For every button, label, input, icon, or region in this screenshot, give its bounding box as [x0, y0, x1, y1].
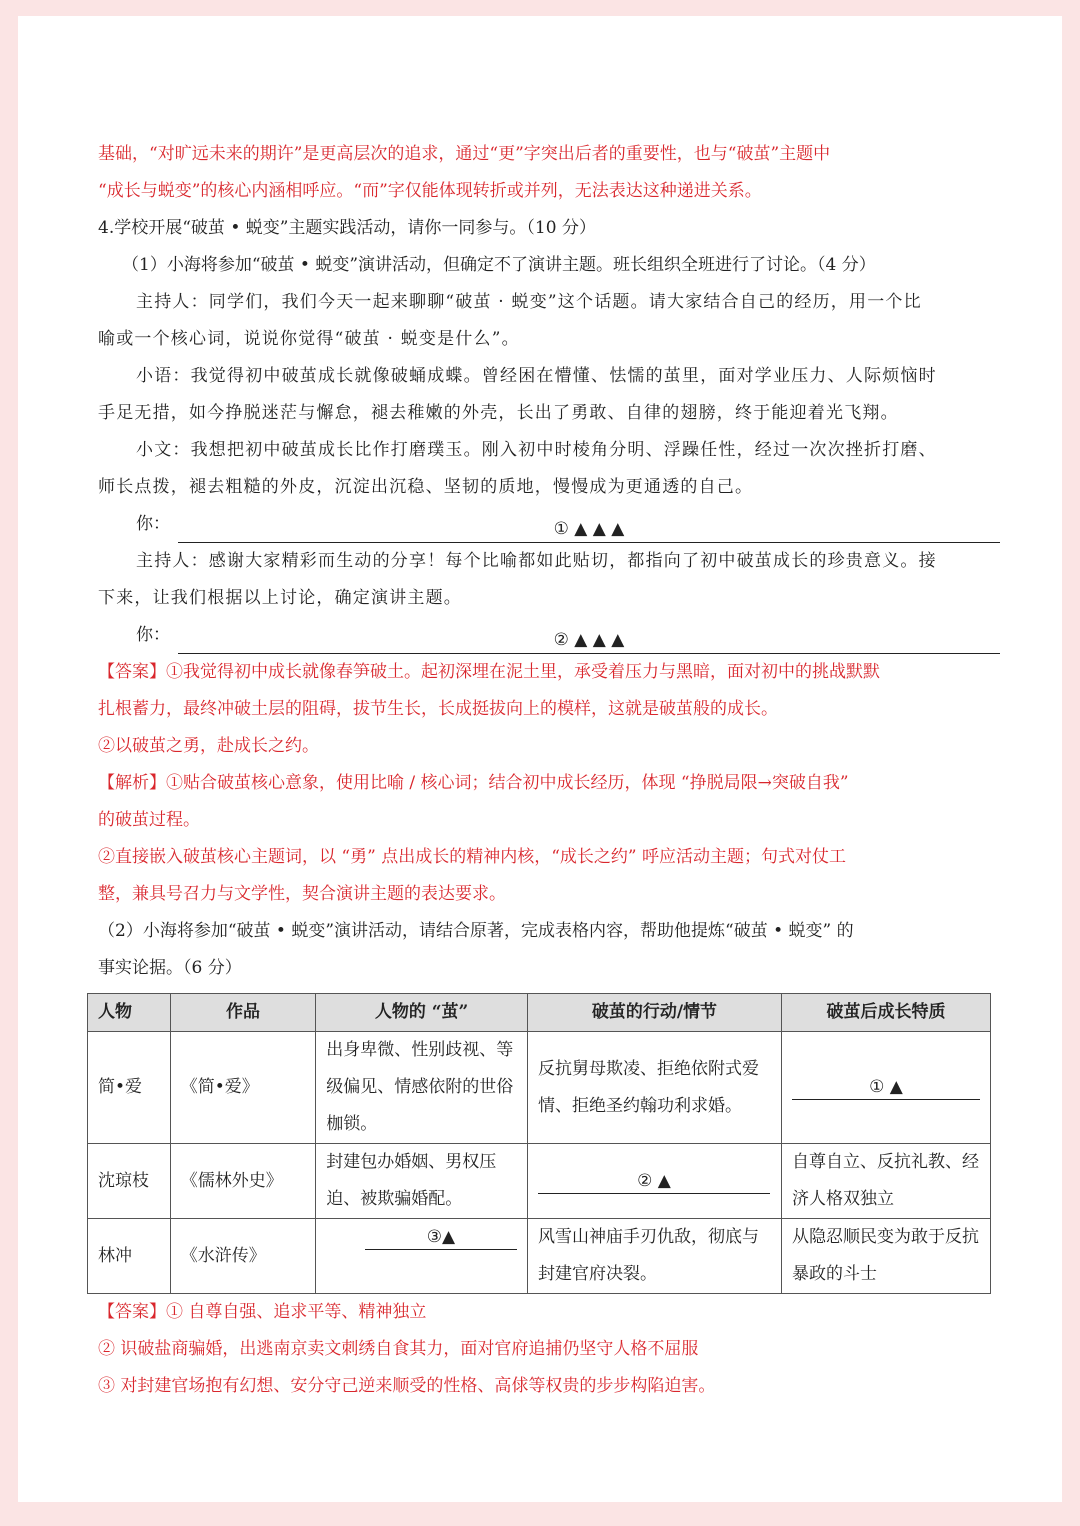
blank-2-marker: ② ▲ ▲ ▲: [553, 630, 625, 650]
subquestion-2-title-b: 事实论据。（6 分）: [98, 958, 242, 978]
cell-action: 风雪山神庙手刃仇敌，彻底与封建官府决裂。: [527, 1219, 781, 1294]
table-header-row: [88, 994, 991, 1032]
header-action: 破茧的行动/情节: [527, 994, 781, 1032]
cell-action: 反抗舅母欺凌、拒绝依附式爱情、拒绝圣约翰功利求婚。: [527, 1032, 781, 1144]
cell-work: 《儒林外史》: [170, 1144, 315, 1219]
host-line-2a: 主持人：感谢大家精彩而生动的分享！每个比喻都如此贴切，都指向了初中破茧成长的珍贵意义。接: [136, 551, 937, 571]
header-person: 人物: [88, 994, 171, 1032]
host-line-1a: 主持人：同学们，我们今天一起来聊聊“破茧 · 蜕变”这个话题。请大家结合自己的经历，用一个比: [136, 292, 922, 312]
cell-cocoon: 出身卑微、性别歧视、等级偏见、情感依附的世俗枷锁。: [316, 1032, 528, 1144]
header-work: 作品: [170, 994, 315, 1032]
xiaowen-line-b: 师长点拨，褪去粗糙的外皮，沉淀出沉稳、坚韧的质地，慢慢成为更通透的自己。: [98, 477, 754, 497]
red-intro-line-2: “成长与蜕变”的核心内涵相呼应。“而”字仅能体现转折或并列，无法表达这种递进关系。: [98, 181, 762, 201]
host-line-1b: 喻或一个核心词，说说你觉得“破茧 · 蜕变是什么”。: [98, 329, 520, 349]
answer-1-line-c: ②以破茧之勇，赴成长之约。: [98, 736, 319, 756]
answer-1-line-a: 【答案】①我觉得初中成长就像春笋破土。起初深埋在泥土里，承受着压力与黑暗，面对初中的挑战默默: [98, 662, 880, 682]
document-body: [98, 136, 1000, 1405]
you-label-2: 你：: [136, 625, 170, 645]
answer-2-line-a: 【答案】① 自尊自强、追求平等、精神独立: [98, 1302, 427, 1322]
paper-sheet: [18, 16, 1062, 1502]
subquestion-1-title: （1）小海将参加“破茧 • 蜕变”演讲活动，但确定不了演讲主题。班长组织全班进行了讨论。（4 分）: [122, 255, 876, 275]
cell-trait: 从隐忍顺民变为敢于反抗暴政的斗士: [781, 1219, 990, 1294]
answer-blank-2-row: [98, 617, 1000, 654]
answer-blank-1-row: [98, 506, 1000, 543]
cell-action-blank[interactable]: [527, 1144, 781, 1219]
analysis-line-a: 【解析】①贴合破茧核心意象，使用比喻 / 核心词；结合初中成长经历，体现 “挣脱局限→突破自我”: [98, 773, 849, 793]
analysis-line-b: 的破茧过程。: [98, 810, 200, 830]
cocoon-blank-3[interactable]: ③▲: [365, 1225, 517, 1250]
cell-work: 《水浒传》: [170, 1219, 315, 1294]
answer-blank-1[interactable]: [178, 518, 1000, 543]
trait-blank-1[interactable]: ① ▲: [792, 1075, 980, 1100]
xiaowen-line-a: 小文：我想把初中破茧成长比作打磨璞玉。刚入初中时棱角分明、浮躁任性，经过一次次挫折打磨、: [136, 440, 937, 460]
answer-2-line-b: ② 识破盐商骗婚，出逃南京卖文刺绣自食其力，面对官府追捕仍坚守人格不屈服: [98, 1339, 699, 1359]
host-line-2b: 下来，让我们根据以上讨论，确定演讲主题。: [98, 588, 462, 608]
answer-1-line-b: 扎根蓄力，最终冲破土层的阻碍，拔节生长，长成挺拔向上的模样，这就是破茧般的成长。: [98, 699, 778, 719]
cell-trait: 自尊自立、反抗礼教、经济人格双独立: [781, 1144, 990, 1219]
cell-cocoon-blank[interactable]: [316, 1219, 528, 1294]
answer-2-line-c: ③ 对封建官场抱有幻想、安分守己逆来顺受的性格、高俅等权贵的步步构陷迫害。: [98, 1376, 716, 1396]
cell-cocoon: 封建包办婚姻、男权压迫、被欺骗婚配。: [316, 1144, 528, 1219]
header-trait: 破茧后成长特质: [781, 994, 990, 1032]
table-row: [88, 1032, 991, 1144]
xiaoyu-line-a: 小语：我觉得初中破茧成长就像破蛹成蝶。曾经困在懵懂、怯懦的茧里，面对学业压力、人际烦恼时: [136, 366, 937, 386]
red-intro-line-1: 基础，“对旷远未来的期许”是更高层次的追求，通过“更”字突出后者的重要性，也与“破茧”主题中: [98, 144, 831, 164]
question-4-title: 4.学校开展“破茧 • 蜕变”主题实践活动，请你一同参与。（10 分）: [98, 218, 596, 238]
table-row: [88, 1219, 991, 1294]
analysis-line-d: 整，兼具号召力与文学性，契合演讲主题的表达要求。: [98, 884, 506, 904]
table-row: [88, 1144, 991, 1219]
analysis-line-c: ②直接嵌入破茧核心主题词，以 “勇” 点出成长的精神内核，“成长之约” 呼应活动主题；句式对仗工: [98, 847, 846, 867]
cell-person: 林冲: [88, 1219, 171, 1294]
you-label: 你：: [136, 514, 170, 534]
cell-trait-blank[interactable]: [781, 1032, 990, 1144]
xiaoyu-line-b: 手足无措，如今挣脱迷茫与懈怠，褪去稚嫩的外壳，长出了勇敢、自律的翅膀，终于能迎着光飞翔。: [98, 403, 899, 423]
cell-person: 沈琼枝: [88, 1144, 171, 1219]
cell-work: 《简•爱》: [170, 1032, 315, 1144]
evidence-table: [87, 993, 991, 1294]
header-cocoon: 人物的 “茧”: [316, 994, 528, 1032]
blank-1-marker: ① ▲ ▲ ▲: [553, 519, 625, 539]
answer-blank-2[interactable]: [178, 629, 1000, 654]
action-blank-2[interactable]: ② ▲: [538, 1169, 770, 1194]
subquestion-2-title-a: （2）小海将参加“破茧 • 蜕变”演讲活动，请结合原著，完成表格内容，帮助他提炼“破茧 • 蜕变” 的: [98, 921, 854, 941]
cell-person: 简•爱: [88, 1032, 171, 1144]
